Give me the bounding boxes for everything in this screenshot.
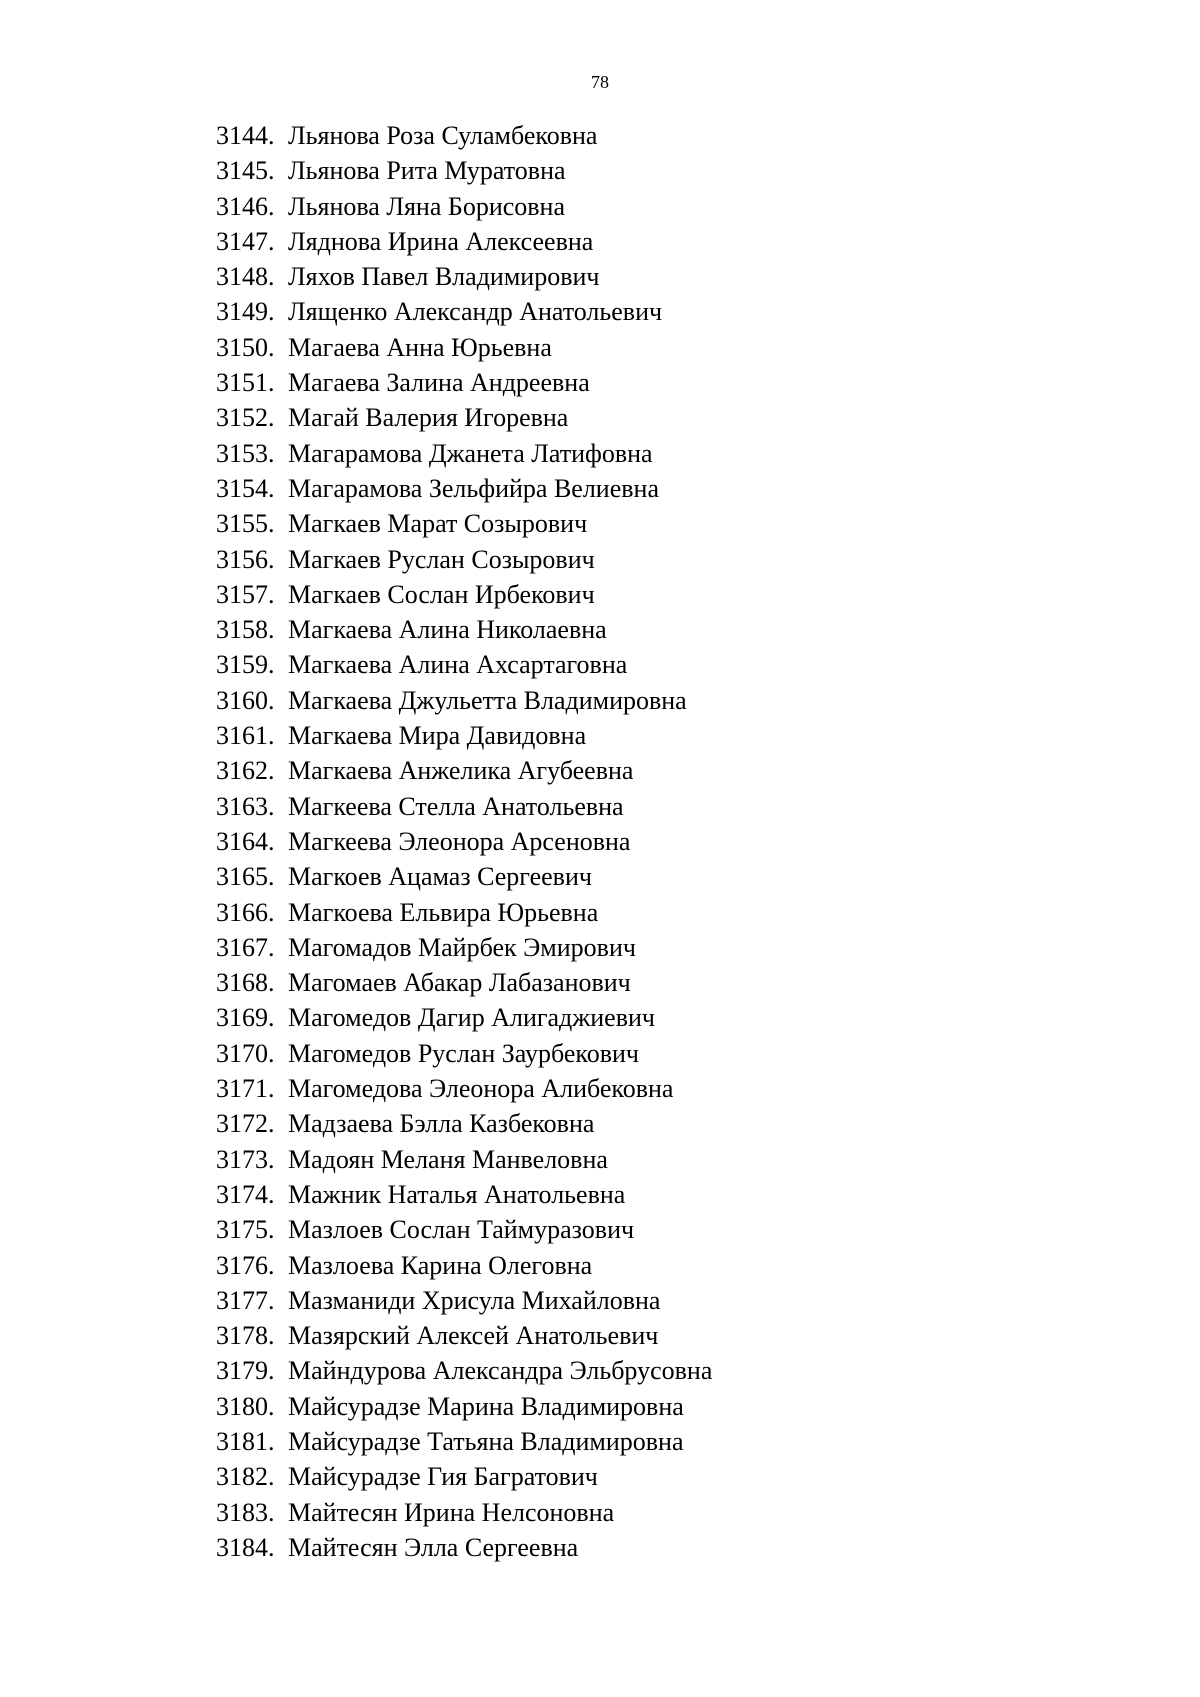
entry-number: 3167. xyxy=(216,932,275,962)
list-item xyxy=(216,1106,712,1141)
entry-name: Майтесян Ирина Нелсоновна xyxy=(288,1497,615,1527)
entry-number: 3158. xyxy=(216,615,275,645)
list-item xyxy=(216,1142,712,1177)
entry-name: Майсурадзе Татьяна Владимировна xyxy=(288,1426,684,1456)
entry-name: Майтесян Элла Сергеевна xyxy=(288,1532,579,1562)
entry-number: 3183. xyxy=(216,1497,275,1527)
entry-name: Магомаев Абакар Лабазанович xyxy=(288,968,631,998)
entry-number: 3181. xyxy=(216,1426,275,1456)
entry-name: Магарамова Джанета Латифовна xyxy=(288,438,653,468)
list-item xyxy=(216,718,712,753)
entry-number: 3174. xyxy=(216,1179,275,1209)
list-item xyxy=(216,1000,712,1035)
entry-number: 3150. xyxy=(216,332,275,362)
entry-number: 3173. xyxy=(216,1144,275,1174)
entry-number: 3147. xyxy=(216,226,275,256)
list-item xyxy=(216,859,712,894)
entry-name: Майсурадзе Марина Владимировна xyxy=(288,1391,684,1421)
entry-number: 3175. xyxy=(216,1215,275,1245)
entry-number: 3169. xyxy=(216,1003,275,1033)
entry-name: Магкаев Марат Созырович xyxy=(288,509,588,539)
entry-number: 3146. xyxy=(216,191,275,221)
list-item xyxy=(216,1459,712,1494)
list-item xyxy=(216,1495,712,1530)
entry-name: Майндурова Александра Эльбрусовна xyxy=(288,1356,713,1386)
entry-name: Магкеева Стелла Анатольевна xyxy=(288,791,624,821)
list-item xyxy=(216,1036,712,1071)
entry-name: Магомедов Дагир Алигаджиевич xyxy=(288,1003,655,1033)
entry-number: 3149. xyxy=(216,297,275,327)
entry-name: Майсурадзе Гия Багратович xyxy=(288,1462,598,1492)
list-item xyxy=(216,577,712,612)
entry-name: Магкаева Алина Николаевна xyxy=(288,615,607,645)
entry-number: 3179. xyxy=(216,1356,275,1386)
list-item xyxy=(216,365,712,400)
list-item xyxy=(216,400,712,435)
entry-name: Магарамова Зельфийра Велиевна xyxy=(288,473,659,503)
entry-number: 3153. xyxy=(216,438,275,468)
list-item xyxy=(216,1389,712,1424)
entry-name: Магомедов Руслан Заурбекович xyxy=(288,1038,640,1068)
entry-name: Магкаев Руслан Созырович xyxy=(288,544,595,574)
list-item xyxy=(216,647,712,682)
entry-name: Магкоев Ацамаз Сергеевич xyxy=(288,862,592,892)
entry-name: Льянова Рита Муратовна xyxy=(288,156,566,186)
entry-name: Льянова Ляна Борисовна xyxy=(288,191,565,221)
list-item xyxy=(216,930,712,965)
list-item xyxy=(216,224,712,259)
entry-number: 3151. xyxy=(216,368,275,398)
entry-number: 3148. xyxy=(216,262,275,292)
entry-name: Магкаева Джульетта Владимировна xyxy=(288,685,687,715)
entry-number: 3144. xyxy=(216,121,275,150)
entry-number: 3172. xyxy=(216,1109,275,1139)
entry-number: 3154. xyxy=(216,473,275,503)
list-item xyxy=(216,506,712,541)
entry-name: Мадоян Меланя Манвеловна xyxy=(288,1144,608,1174)
entry-number: 3178. xyxy=(216,1321,275,1351)
entry-name: Мадзаева Бэлла Казбековна xyxy=(288,1109,595,1139)
list-item xyxy=(216,153,712,188)
entry-name: Магомадов Майрбек Эмирович xyxy=(288,932,636,962)
list-item xyxy=(216,471,712,506)
entry-name: Магкаева Анжелика Агубеевна xyxy=(288,756,634,786)
list-item xyxy=(216,1177,712,1212)
entry-number: 3177. xyxy=(216,1285,275,1315)
entry-number: 3168. xyxy=(216,968,275,998)
entry-number: 3161. xyxy=(216,721,275,751)
list-item xyxy=(216,965,712,1000)
entry-number: 3180. xyxy=(216,1391,275,1421)
list-item xyxy=(216,542,712,577)
entry-number: 3155. xyxy=(216,509,275,539)
name-list xyxy=(216,118,712,1565)
entry-name: Магаева Залина Андреевна xyxy=(288,368,590,398)
list-item xyxy=(216,1318,712,1353)
entry-name: Мазманиди Хрисула Михайловна xyxy=(288,1285,661,1315)
entry-name: Лященко Александр Анатольевич xyxy=(288,297,663,327)
entry-number: 3165. xyxy=(216,862,275,892)
list-item xyxy=(216,789,712,824)
entry-number: 3170. xyxy=(216,1038,275,1068)
list-item xyxy=(216,1424,712,1459)
entry-number: 3176. xyxy=(216,1250,275,1280)
entry-name: Магкеева Элеонора Арсеновна xyxy=(288,826,631,856)
entry-name: Магкаева Алина Ахсартаговна xyxy=(288,650,628,680)
entry-name: Магай Валерия Игоревна xyxy=(288,403,569,433)
entry-name: Магомедова Элеонора Алибековна xyxy=(288,1074,674,1104)
list-item xyxy=(216,1212,712,1247)
list-item xyxy=(216,824,712,859)
entry-number: 3145. xyxy=(216,156,275,186)
list-item xyxy=(216,294,712,329)
list-item xyxy=(216,753,712,788)
list-item xyxy=(216,1283,712,1318)
list-item xyxy=(216,1530,712,1565)
entry-number: 3156. xyxy=(216,544,275,574)
entry-name: Мазлоева Карина Олеговна xyxy=(288,1250,593,1280)
entry-number: 3160. xyxy=(216,685,275,715)
list-item xyxy=(216,189,712,224)
entry-name: Мажник Наталья Анатольевна xyxy=(288,1179,626,1209)
entry-name: Магкаева Мира Давидовна xyxy=(288,721,587,751)
entry-number: 3157. xyxy=(216,579,275,609)
list-item xyxy=(216,612,712,647)
entry-number: 3184. xyxy=(216,1532,275,1562)
list-item xyxy=(216,683,712,718)
entry-number: 3164. xyxy=(216,826,275,856)
entry-number: 3152. xyxy=(216,403,275,433)
list-item xyxy=(216,118,712,153)
entry-name: Магкаев Сослан Ирбекович xyxy=(288,579,595,609)
entry-name: Льянова Роза Суламбековна xyxy=(288,121,598,150)
list-item xyxy=(216,895,712,930)
entry-number: 3162. xyxy=(216,756,275,786)
list-item xyxy=(216,330,712,365)
entry-name: Ляднова Ирина Алексеевна xyxy=(288,226,594,256)
entry-number: 3166. xyxy=(216,897,275,927)
entry-name: Магаева Анна Юрьевна xyxy=(288,332,552,362)
page-number: 78 xyxy=(591,72,609,92)
list-item xyxy=(216,1248,712,1283)
entry-number: 3163. xyxy=(216,791,275,821)
entry-name: Мазярский Алексей Анатольевич xyxy=(288,1321,659,1351)
entry-name: Ляхов Павел Владимирович xyxy=(288,262,600,292)
entry-number: 3182. xyxy=(216,1462,275,1492)
list-item xyxy=(216,259,712,294)
list-item xyxy=(216,436,712,471)
list-item xyxy=(216,1353,712,1388)
entry-number: 3159. xyxy=(216,650,275,680)
entry-name: Магкоева Ельвира Юрьевна xyxy=(288,897,599,927)
entry-number: 3171. xyxy=(216,1074,275,1104)
entry-name: Мазлоев Сослан Таймуразович xyxy=(288,1215,635,1245)
list-item xyxy=(216,1071,712,1106)
